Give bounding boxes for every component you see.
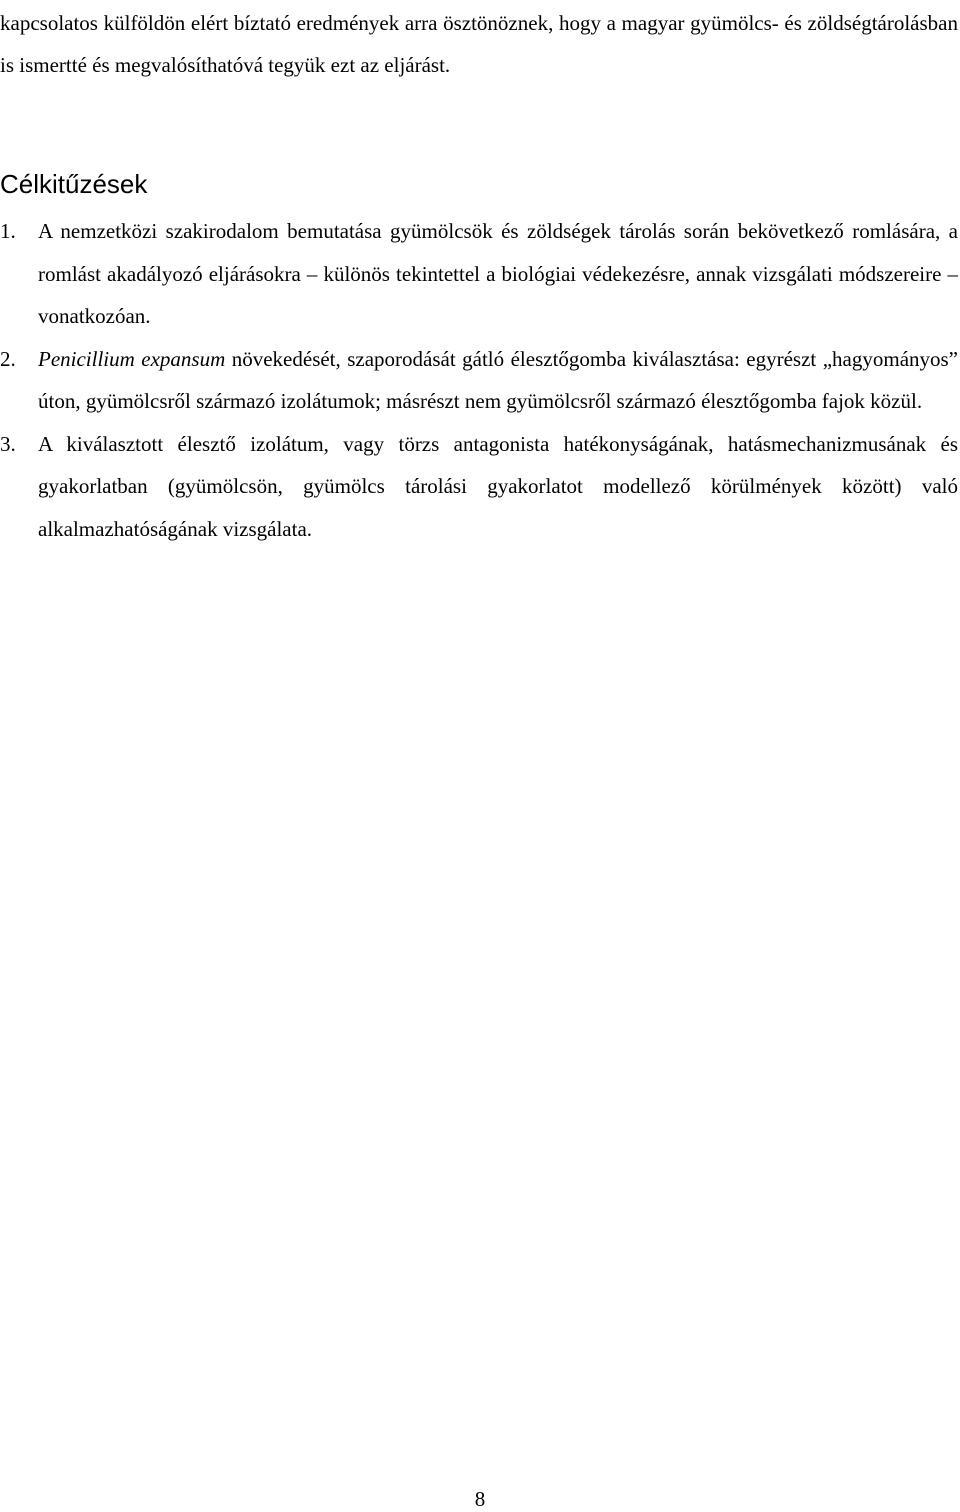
goal-item-3 [0, 423, 958, 551]
goal-item-1 [0, 210, 958, 338]
goal-number: 3. [0, 431, 16, 456]
page-number: 8 [474, 1487, 486, 1511]
goal-number: 2. [0, 346, 16, 371]
goal-number: 1. [0, 219, 16, 243]
section-heading: Célkitűzések [0, 169, 148, 199]
intro-paragraph: kapcsolatos külföldön elért bíztató eredmények arra ösztönöznek, hogy a magyar gyümölcs- és zöldségtárolásban is ismertté és megvalósíthatóvá tegyük ezt az eljárást. [0, 11, 958, 77]
species-name: Penicillium expansum [38, 346, 226, 371]
goal-text: növekedését, szaporodását gátló élesztőgomba kiválasztása: egyrészt „hagyományos” úton, gyümölcsről származó izolátumok; másrészt nem gyümölcsről származó élesztőgomba fajok közül. [38, 346, 959, 413]
goal-item-2 [0, 338, 958, 423]
goals-list [0, 210, 958, 550]
goal-text: A nemzetközi szakirodalom bemutatása gyümölcsök és zöldségek tárolás során bekövetkező romlására, a romlást akadályozó eljárásokra – különös tekintettel a biológiai védekezésre, annak vizsgálati módszereire – vonatkozóan. [38, 219, 958, 328]
goal-text: A kiválasztott élesztő izolátum, vagy törzs antagonista hatékonyságának, hatásmechanizmusának és gyakorlatban (gyümölcsön, gyümölcs tárolási gyakorlatot modellező körülmények között) való alkalmazhatóságának vizsgálata. [38, 431, 958, 541]
